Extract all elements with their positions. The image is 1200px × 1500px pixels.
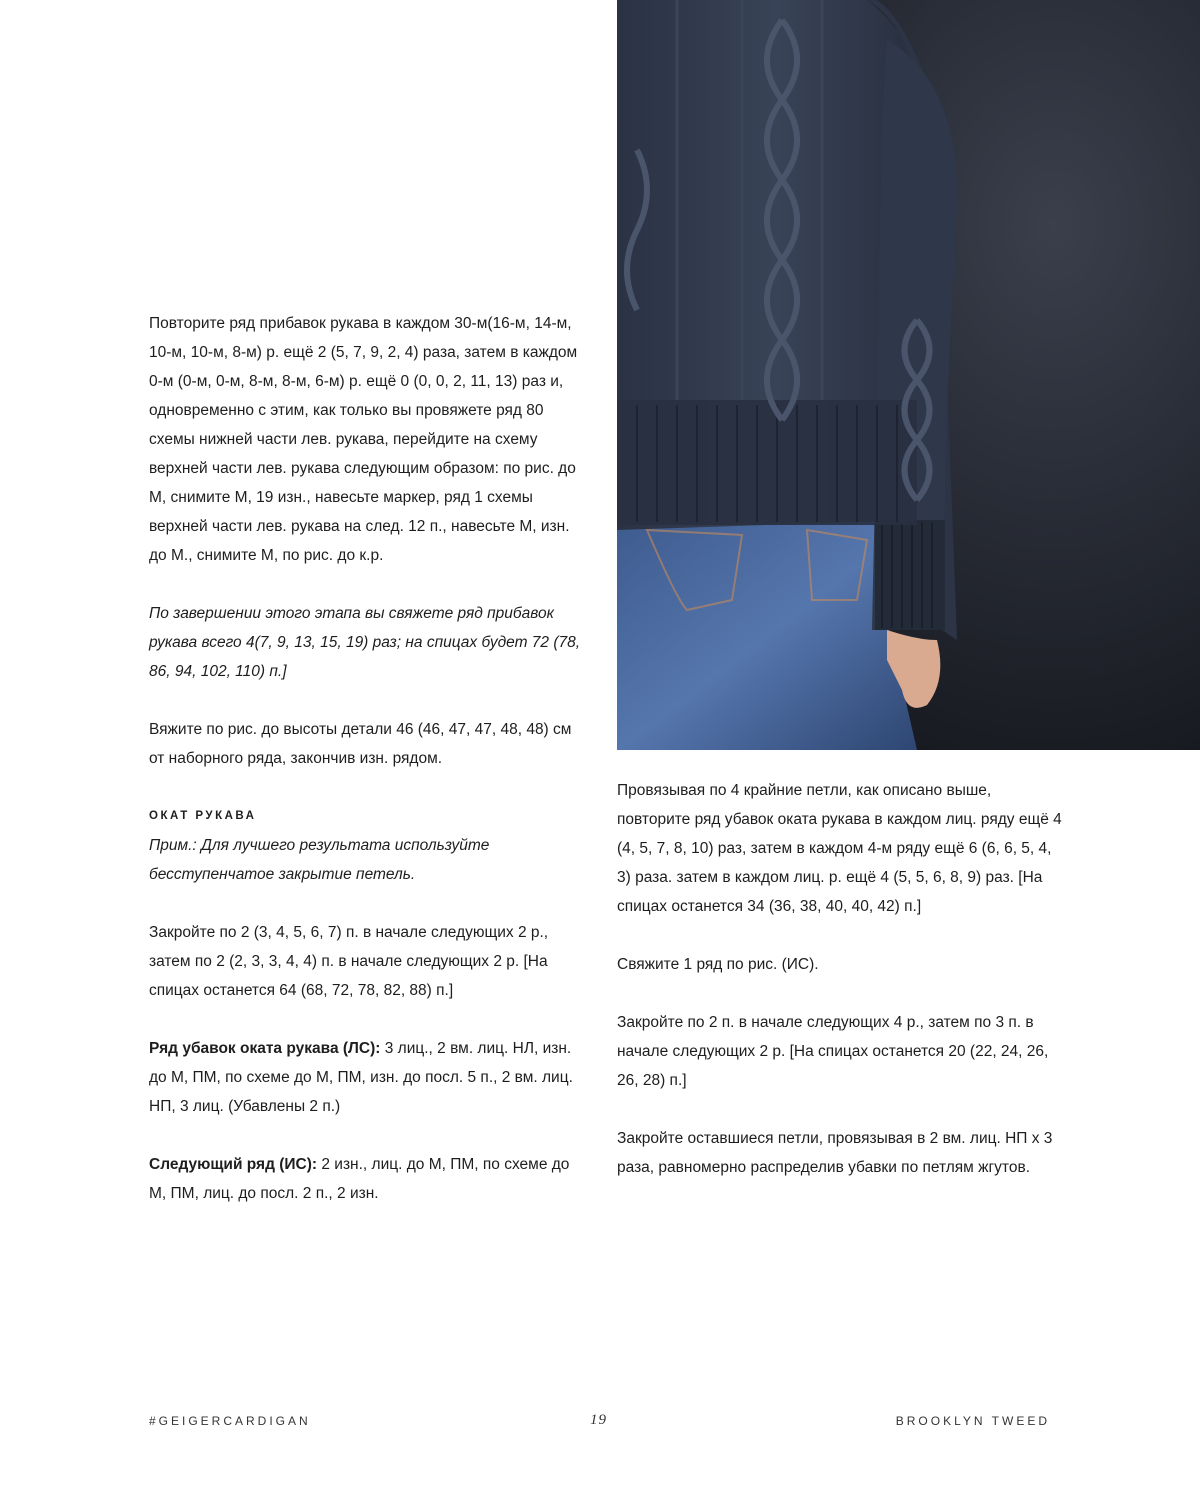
bind-off-remaining-paragraph: Закройте оставшиеся петли, провязывая в 2 вм. лиц. НП х 3 раза, равномерно распределив убавки по петлям жгутов.: [617, 1130, 1053, 1176]
next-row-paragraph: [149, 1150, 589, 1208]
stitch-count-note: По завершении этого этапа вы свяжете ряд прибавок рукава всего 4(7, 9, 13, 15, 19) раз; на спицах будет 72 (78, 86, 94, 102, 110) п.]: [149, 605, 581, 680]
next-row-text: 2 изн., лиц. до М, ПМ, по схеме до М, ПМ, лиц. до посл. 2 п., 2 изн.: [149, 1156, 570, 1202]
footer-brand: BROOKLYN TWEED: [895, 1414, 1050, 1428]
left-column: [149, 309, 589, 1237]
jeans: [617, 520, 917, 750]
work-one-row-paragraph: Свяжите 1 ряд по рис. (ИС).: [617, 956, 819, 973]
sleeve-increase-paragraph: Повторите ряд прибавок рукава в каждом 30-м(16-м, 14-м, 10-м, 10-м, 8-м) р. ещё 2 (5, 7, 9, 2, 4) раза, затем в каждом 0-м (0-м, 0-м, 8-м, 8-м, 6-м) р. ещё 0 (0, 0, 2, 11, 13) раз и, одновременно с этим, как только вы провяжете ряд 80 схемы нижней части лев. рукава, перейдите на схему верхней части лев. рукава следующим образом: по рис. до М, снимите М, 19 изн., навесьте маркер, ряд 1 схемы верхней части лев. рукава на след. 12 п., навесьте М, изн. до М., снимите М, по рис. до к.р.: [149, 315, 578, 564]
final-bind-off-steps-paragraph: Закройте по 2 п. в начале следующих 4 р., затем по 3 п. в начале следующих 2 р. [На спицах останется 20 (22, 24, 26, 26, 28) п.]: [617, 1014, 1049, 1089]
footer-hashtag: #GEIGERCARDIGAN: [149, 1414, 311, 1428]
sleeve-length-paragraph: Вяжите по рис. до высоты детали 46 (46, 47, 47, 48, 48) см от наборного ряда, закончив изн. рядом.: [149, 721, 572, 767]
decrease-row-label: Ряд убавок оката рукава (ЛС):: [149, 1040, 381, 1057]
section-heading-sleeve-cap: ОКАТ РУКАВА: [149, 810, 257, 822]
next-row-label: Следующий ряд (ИС):: [149, 1156, 318, 1173]
right-column: [617, 776, 1067, 1211]
page-number: 19: [590, 1412, 607, 1428]
decrease-row-paragraph: [149, 1034, 589, 1121]
initial-bind-off-paragraph: Закройте по 2 (3, 4, 5, 6, 7) п. в начале следующих 2 р., затем по 2 (2, 3, 3, 4, 4) п. в начале следующих 2 р. [На спицах останется 64 (68, 72, 78, 82, 88) п.]: [149, 924, 549, 999]
decrease-row-text: 3 лиц., 2 вм. лиц. НЛ, изн. до М, ПМ, по схеме до М, ПМ, изн. до посл. 5 п., 2 вм. лиц. НП, 3 лиц. (Убавлены 2 п.): [149, 1040, 573, 1115]
cap-decrease-repeat-paragraph: Провязывая по 4 крайние петли, как описано выше, повторите ряд убавок оката рукава в каждом лиц. ряду ещё 4 (4, 5, 7, 8, 10) раз, затем в каждом 4-м ряду ещё 6 (6, 6, 5, 4, 3) раза. затем в каждом лиц. р. ещё 4 (5, 5, 6, 8, 9) раз. [На спицах останется 34 (36, 38, 40, 40, 42) п.]: [617, 782, 1062, 915]
cardigan-photo: [617, 0, 1200, 750]
bind-off-tip-note: Прим.: Для лучшего результата используйте бесступенчатое закрытие петель.: [149, 837, 490, 883]
cardigan-illustration: [617, 0, 1200, 750]
